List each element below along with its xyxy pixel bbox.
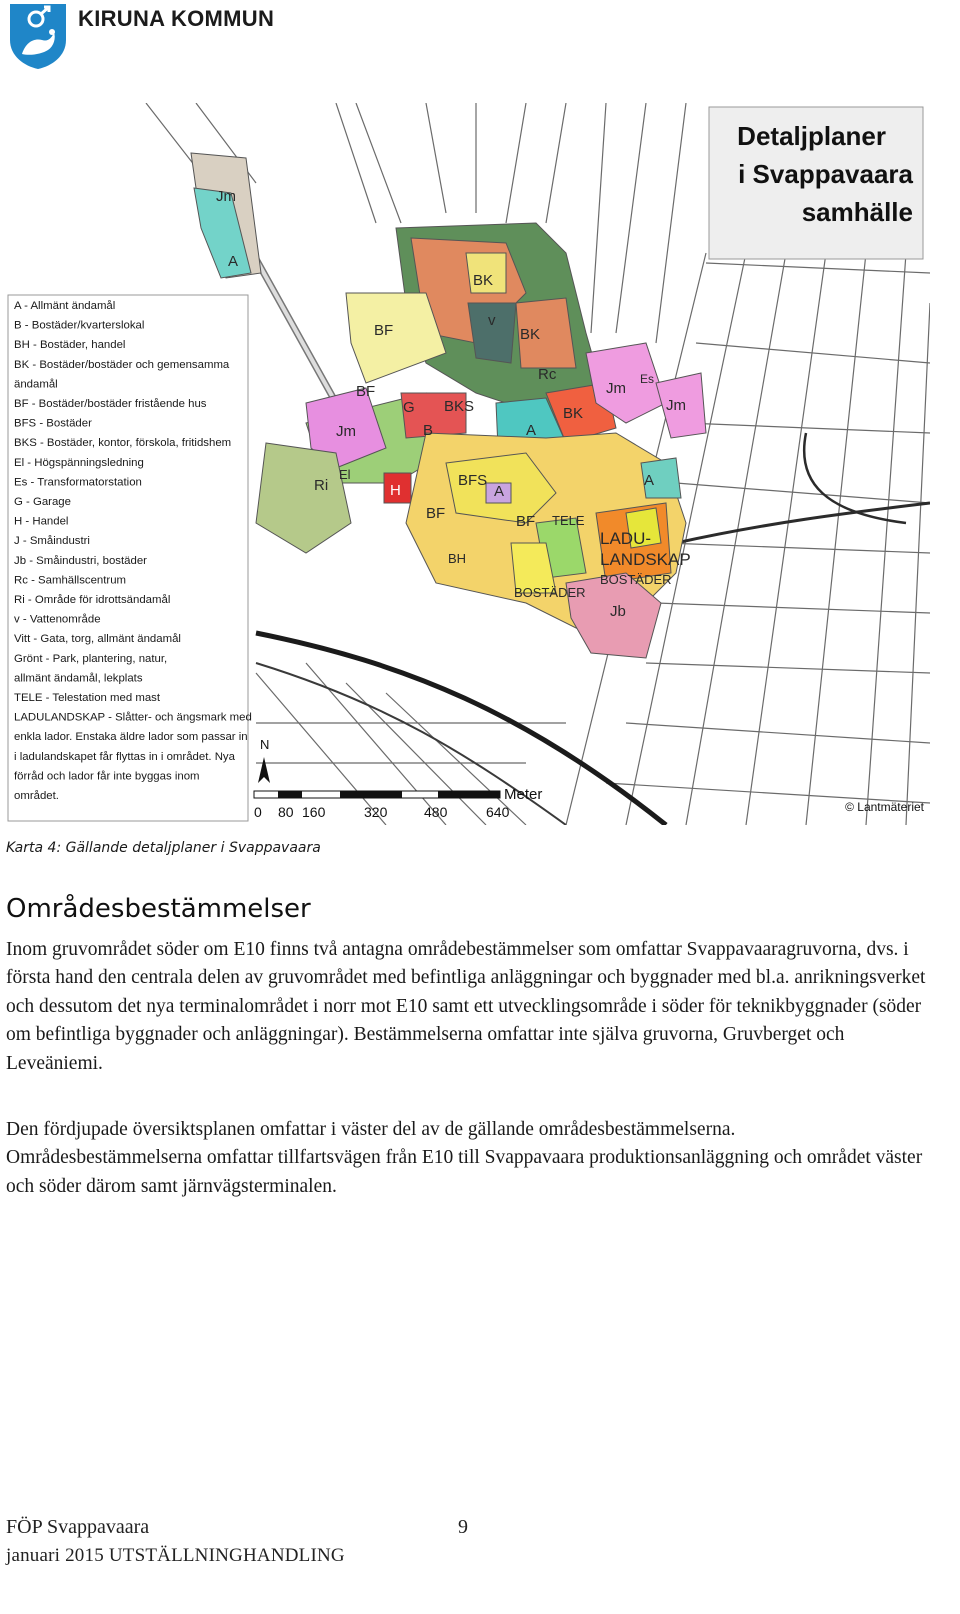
legend-item: BK - Bostäder/bostäder och gemensamma xyxy=(14,358,230,371)
legend-item: B - Bostäder/kvarterslokal xyxy=(14,319,145,332)
footer-title: FÖP Svappavaara xyxy=(6,1516,150,1538)
legend-item: A - Allmänt ändamål xyxy=(14,300,116,312)
zone-label: El xyxy=(339,467,351,482)
zone-label: G xyxy=(403,399,415,416)
legend-item: J - Småindustri xyxy=(14,535,90,548)
zone-label: BKS xyxy=(444,398,475,415)
legend-item: G - Garage xyxy=(14,496,71,508)
zone-label: BOSTÄDER xyxy=(600,572,672,587)
body-paragraph: Inom gruvområdet söder om E10 finns två antagna områdebestämmelser som omfattar Svappavaaragruvorna, dvs. i första hand den centrala delen av gruvområdet med befintliga anläggningar och byggnader med bl.a. anrikningsverket och dessutom det nya terminalområdet i norr mot E10 samt ett utvecklingsområde i söder för teknikbyggnader (söder om befintliga byggnader och anläggningar). Bestämmelserna omfattar inte själva gruvorna, Gruvberget och Leveäniemi. xyxy=(6,939,926,1074)
map-title-line: samhälle xyxy=(801,197,913,227)
zone-label: Ri xyxy=(314,477,329,494)
legend-item: förråd och lador får inte byggas inom xyxy=(14,770,200,783)
zone-label: LANDSKAP xyxy=(600,550,691,569)
detail-plan-map xyxy=(6,103,930,825)
svg-text:Meter: Meter xyxy=(504,786,543,803)
zone-label: Jm xyxy=(666,397,686,414)
legend-item: Ri - Område för idrottsändamål xyxy=(14,594,171,606)
footer-subtitle: januari 2015 UTSTÄLLNINGHANDLING xyxy=(6,1545,345,1566)
legend-item: BF - Bostäder/bostäder fristående hus xyxy=(14,398,207,410)
zone-label: Jm xyxy=(336,423,356,440)
map-title-box xyxy=(709,107,923,259)
legend-item: Rc - Samhällscentrum xyxy=(14,574,127,587)
zone-label: Rc xyxy=(538,366,557,383)
zone-label: BF xyxy=(374,322,394,339)
scale-tick-label: 160 xyxy=(302,804,326,820)
zone-label: BF xyxy=(426,505,446,522)
map-title-line: i Svappavaara xyxy=(738,159,913,189)
body-paragraph: Den fördjupade översiktsplanen omfattar i väster del av de gällande områdesbestämmelserna. Områdesbestämmelserna omfattar tillfartsvägen från E10 till Svappavaara produktionsanläggning och området väster och söder därom samt järnvägsterminalen. xyxy=(6,1119,923,1197)
zone-label: BH xyxy=(448,551,467,566)
legend-item: Es - Transformatorstation xyxy=(14,476,142,489)
legend-item: BKS - Bostäder, kontor, förskola, fritidshem xyxy=(14,437,232,450)
zone-label: BF xyxy=(516,513,536,530)
figure-caption: Karta 4: Gällande detaljplaner i Svappavaara xyxy=(6,840,321,856)
zone-label: Jm xyxy=(606,380,626,397)
legend-item: H - Handel xyxy=(14,515,69,528)
zone-label: A xyxy=(644,472,655,489)
legend-item: i ladulandskapet får flyttas in i området. Nya xyxy=(14,750,235,763)
scale-tick-label: 320 xyxy=(364,804,388,820)
org-name: KIRUNA KOMMUN xyxy=(78,6,275,31)
zone-label: A xyxy=(526,422,537,439)
coat-of-arms-icon xyxy=(8,2,68,70)
zone-label: v xyxy=(488,312,496,329)
scale-tick-label: 0 xyxy=(254,804,262,820)
zone-label: Jb xyxy=(610,603,626,620)
map-legend xyxy=(8,295,252,821)
map-copyright: © Lantmäteriet xyxy=(845,800,924,814)
legend-item: Jb - Småindustri, bostäder xyxy=(14,554,147,567)
legend-item: allmänt ändamål, lekplats xyxy=(14,672,143,685)
legend-item: v - Vattenområde xyxy=(14,613,101,626)
zone-label: TELE xyxy=(552,513,585,528)
page-number: 9 xyxy=(458,1516,468,1538)
svg-text:N: N xyxy=(260,737,270,752)
zone-label: BF xyxy=(356,383,376,400)
legend-item: Grönt - Park, plantering, natur, xyxy=(14,652,168,665)
legend-item: Vitt - Gata, torg, allmänt ändamål xyxy=(14,633,181,646)
zone-label: A xyxy=(494,483,505,500)
zone-label: Jm xyxy=(216,188,236,205)
legend-item: TELE - Telestation med mast xyxy=(14,692,161,704)
legend-item: ändamål xyxy=(14,378,58,391)
map-title-line: Detaljplaner xyxy=(737,121,886,151)
zone-label: LADU- xyxy=(600,529,652,548)
legend-item: enkla lador. Enstaka äldre lador som passar in xyxy=(14,731,248,744)
scale-tick-label: 480 xyxy=(424,804,448,820)
zone-label: BFS xyxy=(458,472,488,489)
zone-label: BK xyxy=(473,272,494,289)
scale-tick-label: 80 xyxy=(278,804,294,820)
zone-label: Es xyxy=(640,372,655,386)
zone-label: B xyxy=(423,422,434,439)
legend-item: LADULANDSKAP - Slåtter- och ängsmark med xyxy=(14,711,252,724)
zone-label: H xyxy=(390,482,401,499)
scale-tick-label: 640 xyxy=(486,804,510,820)
legend-item: El - Högspänningsledning xyxy=(14,456,144,469)
legend-item: BFS - Bostäder xyxy=(14,417,92,430)
zone-label: BK xyxy=(520,326,541,343)
legend-item: BH - Bostäder, handel xyxy=(14,339,126,352)
legend-item: området. xyxy=(14,790,59,802)
zone-label: A xyxy=(228,253,239,270)
kiruna-logo xyxy=(6,0,306,72)
section-heading: Områdesbestämmelser xyxy=(6,894,311,924)
zone-label: BK xyxy=(563,405,584,422)
zone-label: BOSTÄDER xyxy=(514,585,586,600)
